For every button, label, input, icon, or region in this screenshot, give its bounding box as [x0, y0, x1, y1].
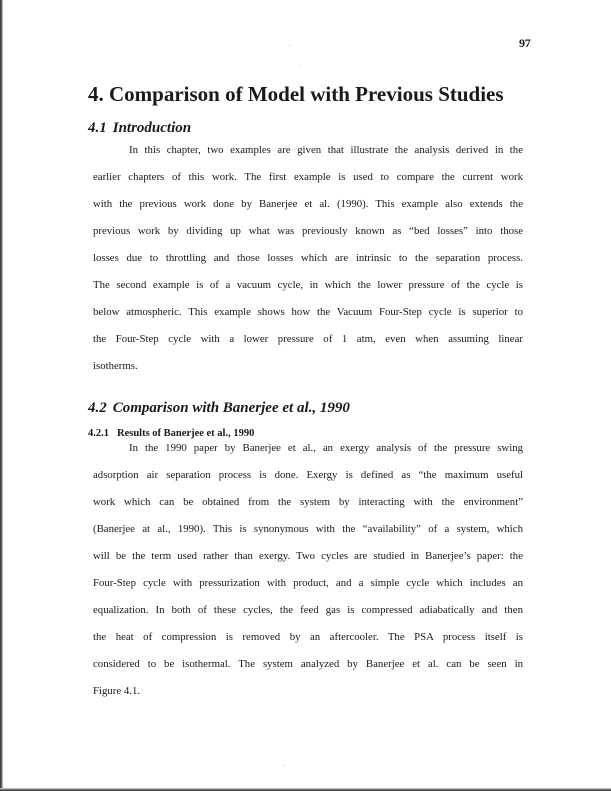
paragraph-line: Four-Step cycle with pressurization with product, and a simple cycle which includes an: [93, 577, 523, 589]
paragraph-line: (Banerjee at al., 1990). This is synonymous with the “availability” of a system, which: [93, 523, 523, 535]
chapter-title-text: Comparison of Model with Previous Studies: [109, 82, 504, 106]
section-title-text: Comparison with Banerjee et al., 1990: [112, 400, 350, 416]
introduction-paragraph: [93, 142, 523, 385]
paragraph-line: the heat of compression is removed by an aftercooler. The PSA process itself is: [93, 631, 523, 643]
paragraph-line: In the 1990 paper by Banerjee et al., an exergy analysis of the pressure swing: [129, 442, 523, 454]
section-heading-introduction: [88, 120, 191, 137]
paragraph-line: Figure 4.1.: [93, 685, 141, 697]
paragraph-line: will be the term used rather than exergy. Two cycles are studied in Banerjee’s paper: the: [93, 550, 523, 562]
paragraph-line: The second example is of a vacuum cycle, in which the lower pressure of the cycle is: [93, 279, 523, 291]
paragraph-line: In this chapter, two examples are given that illustrate the analysis derived in the: [129, 144, 523, 156]
scan-speck: [289, 45, 290, 46]
scan-speck: [300, 65, 301, 66]
paragraph-line: work which can be obtained from the system by interacting with the environment”: [93, 496, 523, 508]
paragraph-line: earlier chapters of this work. The first example is used to compare the current work: [93, 171, 523, 183]
paragraph-line: with the previous work done by Banerjee et al. (1990). This example also extends the: [93, 198, 523, 210]
results-paragraph: [93, 440, 523, 710]
scan-speck: [283, 765, 284, 766]
paragraph-line: considered to be isothermal. The system analyzed by Banerjee et al. can be seen in: [93, 658, 523, 670]
chapter-number: 4.: [88, 82, 104, 106]
page-number: 97: [519, 36, 531, 50]
paragraph-line: equalization. In both of these cycles, the feed gas is compressed adiabatically and then: [93, 604, 523, 616]
paragraph-line: losses due to throttling and those losses which are intrinsic to the separation process.: [93, 252, 523, 264]
section-number: 4.1: [88, 120, 107, 136]
chapter-title: [88, 82, 504, 107]
paragraph-line: adsorption air separation process is done. Exergy is defined as “the maximum useful: [93, 469, 523, 481]
scan-edge-left: [0, 0, 3, 791]
subsection-title-text: Results of Banerjee et al., 1990: [117, 428, 255, 439]
paragraph-line: the Four-Step cycle with a lower pressure of 1 atm, even when assuming linear: [93, 333, 523, 345]
paragraph-line: below atmospheric. This example shows how the Vacuum Four-Step cycle is superior to: [93, 306, 523, 318]
paragraph-line: previous work by dividing up what was previously known as “bed losses” into those: [93, 225, 523, 237]
section-heading-comparison-banerjee: [88, 400, 350, 417]
section-number: 4.2: [88, 400, 107, 416]
section-title-text: Introduction: [112, 120, 192, 136]
subsection-number: 4.2.1: [88, 428, 109, 439]
subsection-heading-results-banerjee: [88, 428, 254, 439]
paragraph-line: isotherms.: [93, 360, 138, 372]
